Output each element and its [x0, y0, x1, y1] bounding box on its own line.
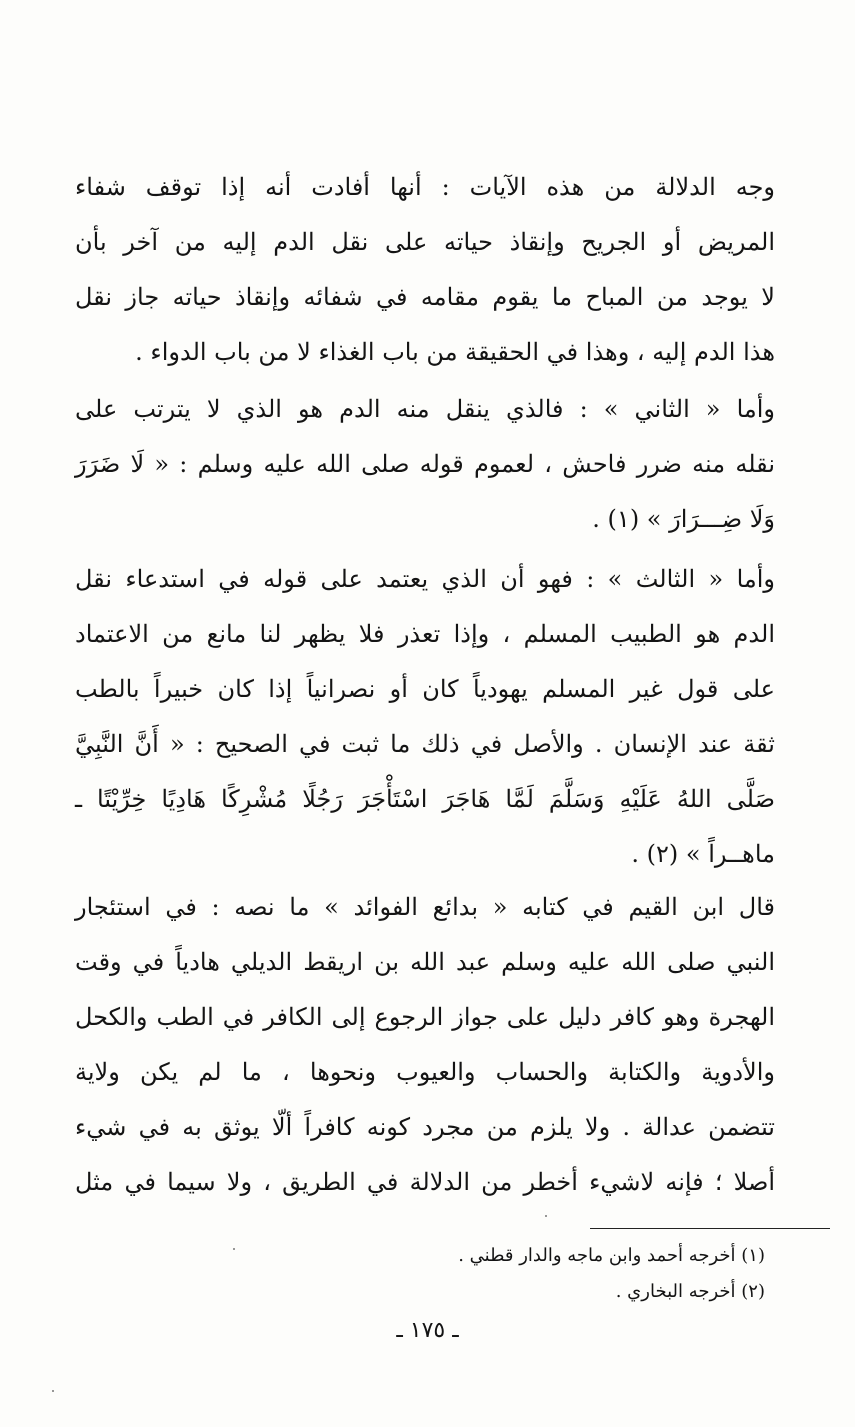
- paragraph-ibn-qayyim: [75, 880, 775, 1210]
- text-line: وأما « الثاني » : فالذي ينقل منه الدم هو الذي لا يترتب على: [75, 395, 775, 423]
- text-line: الدم هو الطبيب المسلم ، وإذا تعذر فلا يظهر لنا مانع من الاعتماد: [75, 620, 775, 648]
- text-line: والأدوية والكتابة والحساب والعيوب ونحوها ، ما لم يكن ولاية: [75, 1058, 775, 1086]
- paragraph: [75, 382, 775, 547]
- footnotes: [265, 1238, 765, 1310]
- paragraph: [75, 552, 775, 882]
- text-line: ثقة عند الإنسان . والأصل في ذلك ما ثبت في الصحيح : « أَنَّ النَّبِيَّ: [75, 730, 775, 758]
- text-line: أصلا ؛ فإنه لاشيء أخطر من الدلالة في الطريق ، ولا سيما في مثل: [75, 1168, 775, 1196]
- footnote-2: (٢) أخرجه البخاري .: [615, 1281, 765, 1302]
- page-number: ـ ١٧٥ ـ: [396, 1318, 459, 1343]
- text-line: هذا الدم إليه ، وهذا في الحقيقة من باب الغذاء لا من باب الدواء .: [135, 338, 775, 366]
- scan-speck: [233, 1248, 235, 1250]
- scan-speck: [545, 1215, 547, 1217]
- text-line: نقله منه ضرر فاحش ، لعموم قوله صلى الله عليه وسلم : « لَا ضَرَرَ: [75, 450, 775, 478]
- text-line: وأما « الثالث » : فهو أن الذي يعتمد على قوله في استدعاء نقل: [75, 565, 775, 593]
- text-line: تتضمن عدالة . ولا يلزم من مجرد كونه كافراً ألّا يوثق به في شيء: [75, 1113, 775, 1141]
- text-line: ماهــراً » (٢) .: [631, 840, 775, 868]
- text-line: الهجرة وهو كافر دليل على جواز الرجوع إلى الكافر في الطب والكحل: [75, 1003, 775, 1031]
- text-line: وجه الدلالة من هذه الآيات : أنها أفادت أنه إذا توقف شفاء: [75, 173, 775, 201]
- paragraph-second: [75, 382, 775, 547]
- text-line: النبي صلى الله عليه وسلم عبد الله بن اريقط الديلي هادياً في وقت: [75, 948, 775, 976]
- scan-speck: [52, 1390, 54, 1392]
- text-line: صَلَّى اللهُ عَلَيْهِ وَسَلَّمَ لَمَّا هَاجَرَ اسْتَأْجَرَ رَجُلًا مُشْرِكًا هَادِيًا خِرِّيْتًا ـ: [75, 785, 775, 813]
- text-line: المريض أو الجريح وإنقاذ حياته على نقل الدم إليه من آخر بأن: [75, 228, 775, 256]
- paragraph: [75, 880, 775, 1210]
- text-line: لا يوجد من المباح ما يقوم مقامه في شفائه وإنقاذ حياته جاز نقل: [75, 283, 775, 311]
- paragraph-third: [75, 552, 775, 882]
- footnote-1: (١) أخرجه أحمد وابن ماجه والدار قطني .: [458, 1245, 765, 1266]
- paragraph: [75, 160, 775, 380]
- text-line: على قول غير المسلم يهودياً كان أو نصرانياً إذا كان خبيراً بالطب: [75, 675, 775, 703]
- text-line: وَلَا ضِـــرَارَ » (١) .: [592, 505, 775, 533]
- text-line: قال ابن القيم في كتابه « بدائع الفوائد » ما نصه : في استئجار: [75, 893, 775, 921]
- footnote-divider: [590, 1228, 830, 1229]
- paragraph-evidence: [75, 160, 775, 380]
